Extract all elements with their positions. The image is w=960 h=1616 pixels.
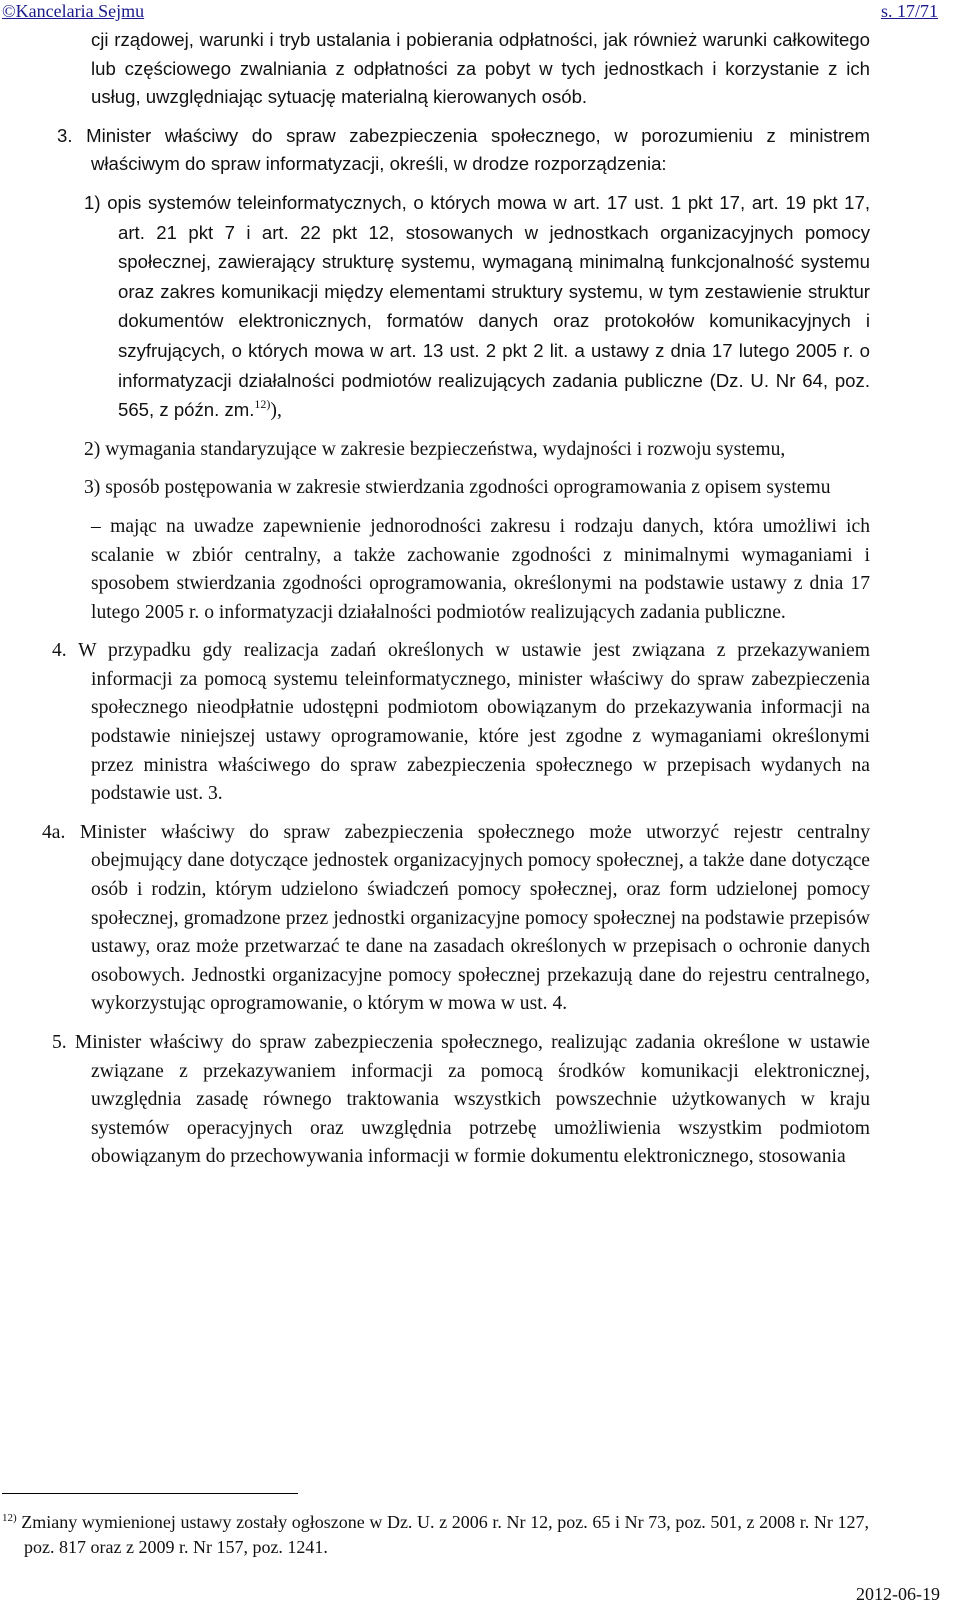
footnote-reference[interactable]: 12): [254, 397, 271, 412]
paragraph-4a: 4a. Minister właściwy do spraw zabezpieczenia społecznego może utworzyć rejestr centralny obejmujący dane dotyczące jednostek organizacyjnych pomocy społecznej, a także dane dotyczące osób i rodzin, którym udzielono świadczeń pomocy społecznej, oraz form udzielonej pomocy społecznej, gromadzone przez jednostki organizacyjne pomocy społecznej na podstawie przepisów ustawy, oraz może przetwarzać te dane na zasadach określonych w przepisach o ochronie danych osobowych. Jednostki organizacyjne pomocy społecznej przekazują dane do rejestru centralnego, wykorzystując oprogramowanie, o którym w mowa w ust. 4.: [42, 821, 870, 1015]
paragraph-3-item-1: [40, 189, 870, 426]
page-number-link[interactable]: s. 17/71: [880, 1, 938, 21]
paragraph-3: 3. Minister właściwy do spraw zabezpieczenia społecznego, w porozumieniu z ministrem właściwym do spraw informatyzacji, określi, w drodze rozporządzenia:: [57, 124, 870, 175]
item-1-text: 1) opis systemów teleinformatycznych, o których mowa w art. 17 ust. 1 pkt 17, art. 19 pkt 17, art. 21 pkt 7 i art. 22 pkt 12, stosowanych w jednostkach organizacyjnych pomocy społecznej, zawierający strukturę systemu, wymaganą minimalną funkcjonalność systemu oraz zakres komunikacji między elementami struktury systemu, w tym zestawienie struktur dokumentów elektronicznych, formatów danych oraz protokołów komunikacyjnych i szyfrujących, o których mowa w art. 13 ust. 2 pkt 2 lit. a ustawy z dnia 17 lutego 2005 r. o informatyzacji działalności podmiotów realizujących zadania publiczne (Dz. U. Nr 64, poz. 565, z późn. zm.: [84, 191, 870, 421]
paragraph-5: 5. Minister właściwy do spraw zabezpieczenia społecznego, realizując zadania określone w ustawie związane z przekazywaniem informacji za pomocą środków komunikacji elektronicznej, uwzględnia zasadę równego traktowania wszystkich powszechnie użytkowanych w kraju systemów operacyjnych oraz uwzględnia potrzebę umożliwienia wszystkim podmiotom obowiązanym do przechowywania informacji w formie dokumentu elektronicznego, stosowania: [52, 1032, 870, 1168]
header-page-number[interactable]: [881, 0, 938, 22]
footnote-text: Zmiany wymienionej ustawy zostały ogłoszone w Dz. U. z 2006 r. Nr 12, poz. 65 i Nr 73, poz. 501, z 2008 r. Nr 127, poz. 817 oraz z 2009 r. Nr 157, poz. 1241.: [21, 1512, 870, 1557]
paragraph-3-dash: – mając na uwadze zapewnienie jednorodności zakresu i rodzaju danych, która umożliwi ich scalanie w zbiór centralny, a także zachowanie zgodności z minimalnymi wymaganiami i sposobem stwierdzania zgodności oprogramowania, określonymi na podstawie ustawy z dnia 17 lutego 2005 r. o informatyzacji działalności podmiotów realizujących zadania publiczne.: [91, 515, 870, 623]
document-body: [40, 26, 870, 1172]
copyright-link[interactable]: ©Kancelaria Sejmu: [2, 1, 145, 21]
footnote-marker: 12): [2, 1512, 17, 1524]
paragraph-continuation: cji rządowej, warunki i tryb ustalania i pobierania odpłatności, jak również warunki całkowitego lub częściowego zwalniania z odpłatności za pobyt w tych jednostkach i korzystanie z ich usług, uwzględniając sytuację materialną kierowanych osób.: [91, 29, 870, 108]
document-date: 2012-06-19: [856, 1584, 940, 1604]
paragraph-4: 4. W przypadku gdy realizacja zadań określonych w ustawie jest związana z przekazywaniem informacji za pomocą systemu teleinformatycznego, minister właściwy do spraw zabezpieczenia społecznego nieodpłatnie udostępni podmiotom obowiązanym do przekazywania informacji na podstawie niniejszej ustawy oprogramowanie, które jest zgodne z wymaganiami określonymi przez ministra właściwego do spraw zabezpieczenia społecznego w przepisach wydanych na podstawie ust. 3.: [52, 640, 870, 805]
footnote: [2, 1510, 869, 1560]
paragraph-3-item-2: 2) wymagania standaryzujące w zakresie bezpieczeństwa, wydajności i rozwoju systemu,: [84, 438, 786, 460]
footnote-divider: [2, 1493, 298, 1494]
header-copyright[interactable]: [2, 0, 144, 22]
item-1-tail: ),: [270, 400, 282, 422]
paragraph-3-item-3: 3) sposób postępowania w zakresie stwierdzania zgodności oprogramowania z opisem systemu: [84, 477, 831, 499]
